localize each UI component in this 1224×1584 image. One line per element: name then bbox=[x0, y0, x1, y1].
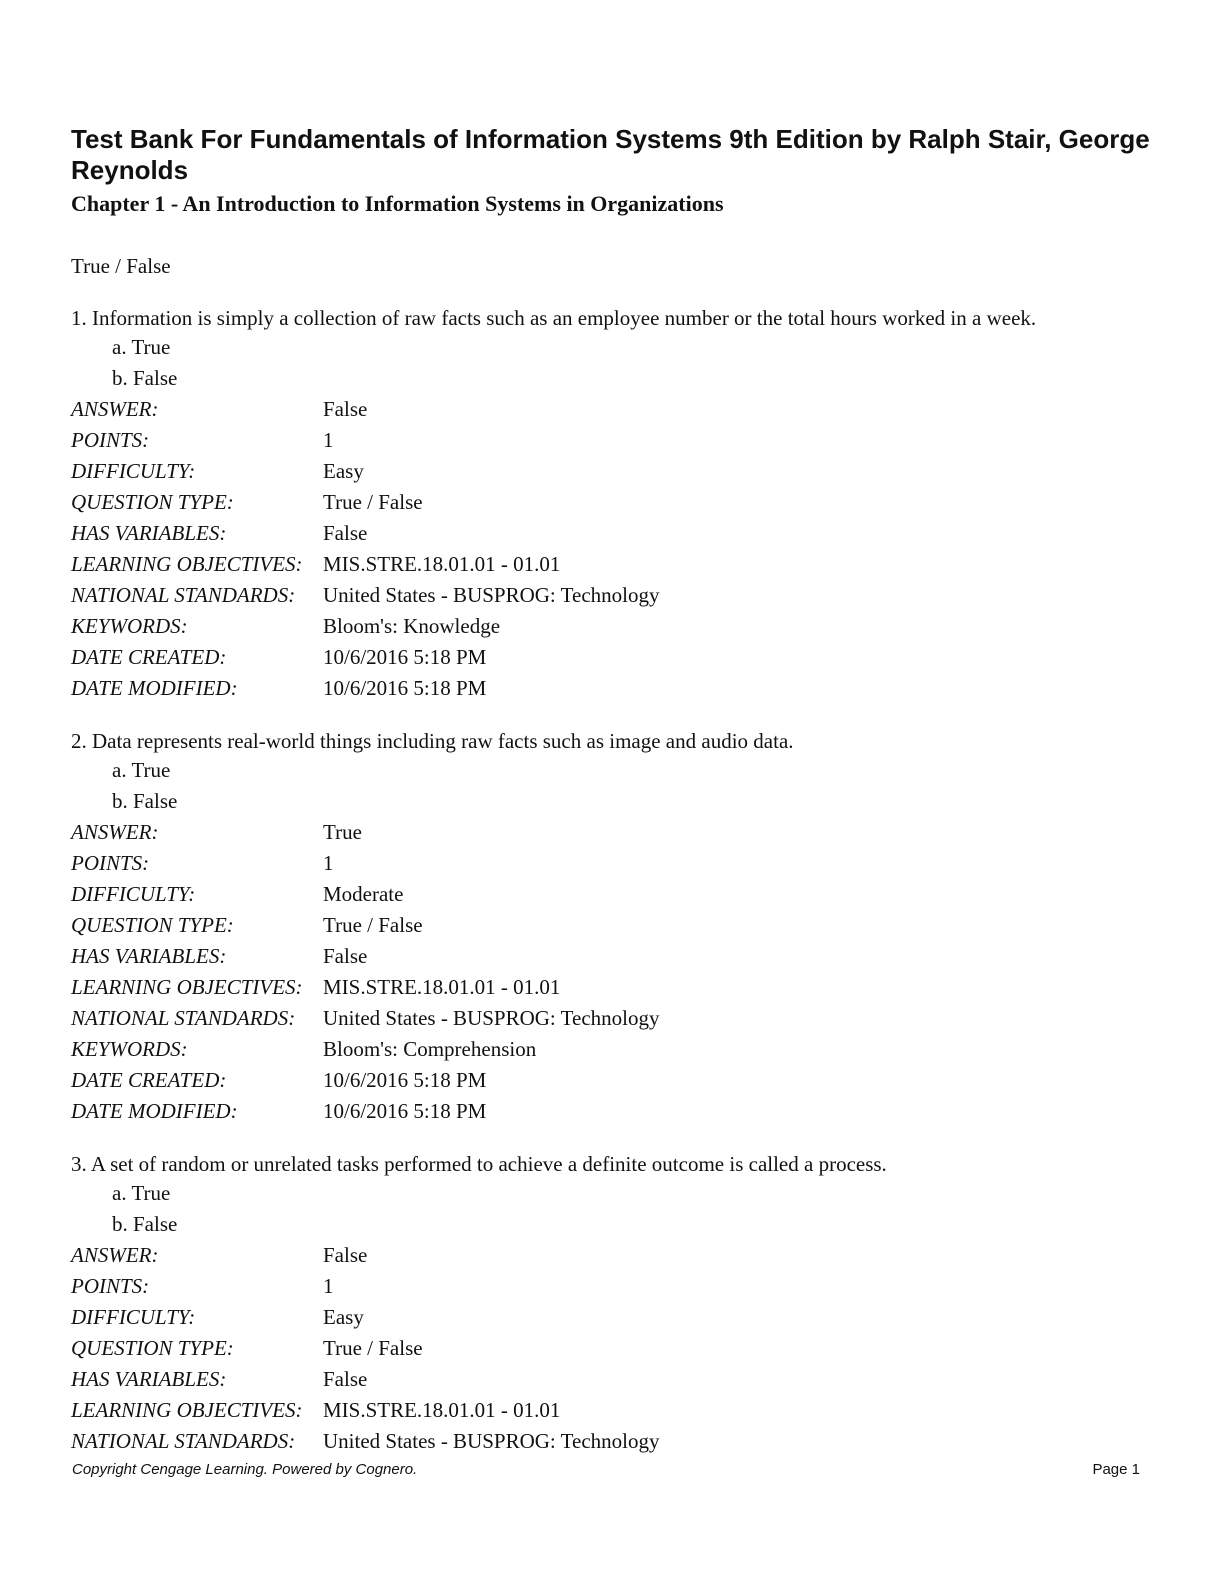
meta-row-answer bbox=[71, 817, 1161, 848]
meta-row-national-standards bbox=[71, 1426, 1161, 1457]
meta-label: DIFFICULTY: bbox=[71, 882, 196, 906]
choice-a: a. True bbox=[112, 1181, 171, 1205]
difficulty-value: Moderate bbox=[323, 882, 404, 906]
meta-row-learning-objectives bbox=[71, 549, 1161, 580]
meta-label: ANSWER: bbox=[71, 397, 159, 421]
meta-row-date-created bbox=[71, 642, 1161, 673]
date-modified-value: 10/6/2016 5:18 PM bbox=[323, 676, 487, 700]
difficulty-value: Easy bbox=[323, 459, 364, 483]
meta-row-question-type bbox=[71, 1333, 1161, 1364]
date-created-value: 10/6/2016 5:18 PM bbox=[323, 1068, 487, 1092]
meta-label: POINTS: bbox=[71, 851, 150, 875]
meta-label: QUESTION TYPE: bbox=[71, 913, 234, 937]
meta-row-answer bbox=[71, 394, 1161, 425]
keywords-value: Bloom's: Comprehension bbox=[323, 1037, 537, 1061]
has-variables-value: False bbox=[323, 521, 368, 545]
national-standards-value: United States - BUSPROG: Technology bbox=[323, 1429, 660, 1453]
meta-label: ANSWER: bbox=[71, 820, 159, 844]
answer-value: True bbox=[323, 820, 362, 844]
question-1 bbox=[71, 304, 1161, 704]
meta-label: QUESTION TYPE: bbox=[71, 490, 234, 514]
answer-value: False bbox=[323, 397, 368, 421]
meta-row-has-variables bbox=[71, 1364, 1161, 1395]
question-2 bbox=[71, 727, 1161, 1127]
meta-label: ANSWER: bbox=[71, 1243, 159, 1267]
meta-label: LEARNING OBJECTIVES: bbox=[71, 975, 303, 999]
chapter-heading: Chapter 1 - An Introduction to Information Systems in Organizations bbox=[71, 191, 724, 216]
question-stem: 1. Information is simply a collection of raw facts such as an employee number or the total hours worked in a week. bbox=[71, 306, 1037, 330]
meta-label: DIFFICULTY: bbox=[71, 459, 196, 483]
section-label: True / False bbox=[71, 254, 171, 278]
has-variables-value: False bbox=[323, 1367, 368, 1391]
meta-row-difficulty bbox=[71, 1302, 1161, 1333]
choice-b: b. False bbox=[112, 789, 178, 813]
meta-label: HAS VARIABLES: bbox=[71, 1367, 227, 1391]
meta-label: KEYWORDS: bbox=[71, 1037, 188, 1061]
learning-objectives-value: MIS.STRE.18.01.01 - 01.01 bbox=[323, 975, 561, 999]
meta-label: POINTS: bbox=[71, 428, 150, 452]
meta-row-answer bbox=[71, 1240, 1161, 1271]
meta-row-question-type bbox=[71, 910, 1161, 941]
meta-row-points bbox=[71, 848, 1161, 879]
has-variables-value: False bbox=[323, 944, 368, 968]
question-stem: 3. A set of random or unrelated tasks performed to achieve a definite outcome is called a process. bbox=[71, 1152, 887, 1176]
meta-row-national-standards bbox=[71, 580, 1161, 611]
meta-label: NATIONAL STANDARDS: bbox=[71, 1006, 296, 1030]
learning-objectives-value: MIS.STRE.18.01.01 - 01.01 bbox=[323, 552, 561, 576]
meta-label: NATIONAL STANDARDS: bbox=[71, 583, 296, 607]
question-type-value: True / False bbox=[323, 913, 423, 937]
meta-row-difficulty bbox=[71, 879, 1161, 910]
date-created-value: 10/6/2016 5:18 PM bbox=[323, 645, 487, 669]
meta-label: DIFFICULTY: bbox=[71, 1305, 196, 1329]
meta-label: NATIONAL STANDARDS: bbox=[71, 1429, 296, 1453]
meta-label: DATE CREATED: bbox=[71, 1068, 227, 1092]
meta-label: LEARNING OBJECTIVES: bbox=[71, 1398, 303, 1422]
meta-label: DATE CREATED: bbox=[71, 645, 227, 669]
points-value: 1 bbox=[323, 428, 334, 452]
keywords-value: Bloom's: Knowledge bbox=[323, 614, 501, 638]
points-value: 1 bbox=[323, 1274, 334, 1298]
meta-row-points bbox=[71, 1271, 1161, 1302]
meta-row-question-type bbox=[71, 487, 1161, 518]
meta-row-learning-objectives bbox=[71, 1395, 1161, 1426]
national-standards-value: United States - BUSPROG: Technology bbox=[323, 583, 660, 607]
footer-copyright: Copyright Cengage Learning. Powered by Cognero. bbox=[72, 1461, 418, 1478]
meta-row-keywords bbox=[71, 611, 1161, 642]
meta-row-has-variables bbox=[71, 941, 1161, 972]
meta-row-national-standards bbox=[71, 1003, 1161, 1034]
meta-label: QUESTION TYPE: bbox=[71, 1336, 234, 1360]
meta-label: LEARNING OBJECTIVES: bbox=[71, 552, 303, 576]
question-type-value: True / False bbox=[323, 490, 423, 514]
meta-label: DATE MODIFIED: bbox=[71, 676, 238, 700]
meta-label: POINTS: bbox=[71, 1274, 150, 1298]
choice-b: b. False bbox=[112, 366, 178, 390]
meta-row-has-variables bbox=[71, 518, 1161, 549]
points-value: 1 bbox=[323, 851, 334, 875]
choice-a: a. True bbox=[112, 335, 171, 359]
meta-row-keywords bbox=[71, 1034, 1161, 1065]
meta-label: KEYWORDS: bbox=[71, 614, 188, 638]
meta-row-date-modified bbox=[71, 673, 1161, 704]
learning-objectives-value: MIS.STRE.18.01.01 - 01.01 bbox=[323, 1398, 561, 1422]
meta-label: HAS VARIABLES: bbox=[71, 521, 227, 545]
meta-row-points bbox=[71, 425, 1161, 456]
choice-b: b. False bbox=[112, 1212, 178, 1236]
question-type-value: True / False bbox=[323, 1336, 423, 1360]
meta-row-difficulty bbox=[71, 456, 1161, 487]
meta-row-date-created bbox=[71, 1065, 1161, 1096]
meta-label: DATE MODIFIED: bbox=[71, 1099, 238, 1123]
national-standards-value: United States - BUSPROG: Technology bbox=[323, 1006, 660, 1030]
choice-a: a. True bbox=[112, 758, 171, 782]
page-title: Test Bank For Fundamentals of Information Systems 9th Edition by Ralph Stair, George Reynolds bbox=[71, 124, 1150, 185]
question-stem: 2. Data represents real-world things including raw facts such as image and audio data. bbox=[71, 729, 794, 753]
meta-row-learning-objectives bbox=[71, 972, 1161, 1003]
page-number: Page 1 bbox=[1092, 1461, 1140, 1478]
meta-row-date-modified bbox=[71, 1096, 1161, 1127]
difficulty-value: Easy bbox=[323, 1305, 364, 1329]
meta-label: HAS VARIABLES: bbox=[71, 944, 227, 968]
question-3 bbox=[71, 1150, 1161, 1457]
answer-value: False bbox=[323, 1243, 368, 1267]
date-modified-value: 10/6/2016 5:18 PM bbox=[323, 1099, 487, 1123]
